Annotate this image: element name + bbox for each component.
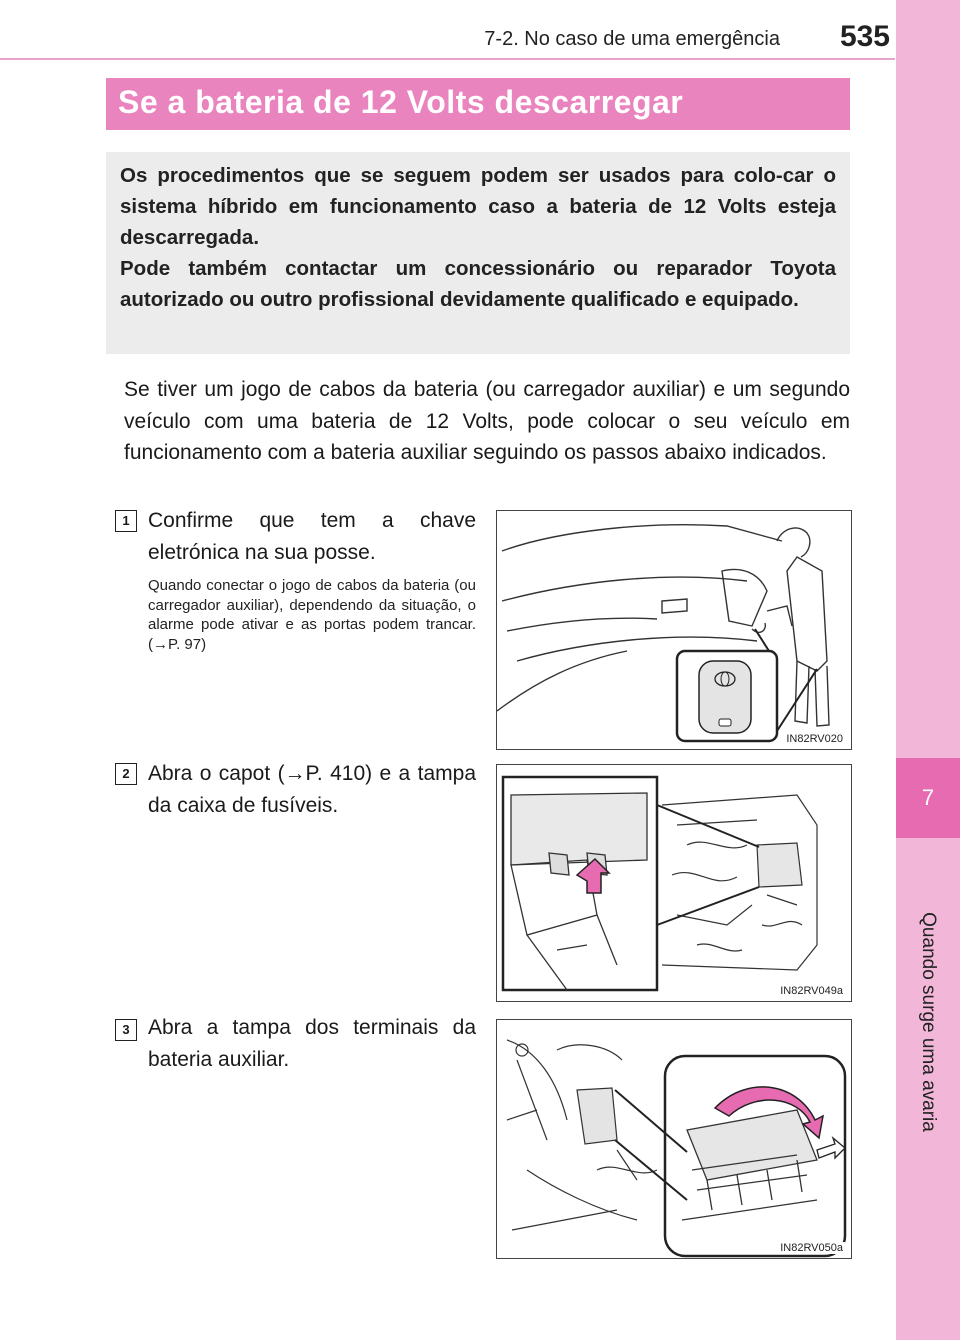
page-number: 535 bbox=[839, 20, 890, 53]
section-title-bar bbox=[106, 78, 850, 130]
figure-fuse-box bbox=[496, 764, 852, 1002]
step-1-note: Quando conectar o jogo de cabos da bateria (ou carregador auxiliar), dependendo da situação, o alarme pode ativar e as portas podem trancar. (→P. 97) bbox=[148, 577, 476, 653]
step-3-number: 3 bbox=[115, 1019, 137, 1041]
figure-code: IN82RV020 bbox=[786, 733, 843, 745]
intro-paragraph-1: Os procedimentos que se seguem podem ser usados para colo-car o sistema híbrido em funcionamento caso a bateria de 12 Volts esteja descarregada. bbox=[120, 164, 836, 249]
header-section-title: 7-2. No caso de uma emergência bbox=[484, 28, 780, 50]
figure-terminal-cover bbox=[496, 1019, 852, 1259]
body-paragraph: Se tiver um jogo de cabos da bateria (ou carregador auxiliar) e um segundo veículo com uma bateria de 12 Volts, pode colocar o seu veículo em funcionamento com a bateria auxiliar seguindo os passos abaixo indicados. bbox=[124, 378, 850, 464]
step-3-text: Abra a tampa dos terminais da bateria auxiliar. bbox=[148, 1016, 476, 1071]
figure-code: IN82RV050a bbox=[780, 1242, 843, 1254]
figure-electronic-key bbox=[496, 510, 852, 750]
step-1-number: 1 bbox=[115, 510, 137, 532]
chapter-side-tab bbox=[896, 0, 960, 1340]
car-door-key-illustration bbox=[497, 511, 851, 749]
intro-paragraph-2: Pode também contactar um concessionário ou reparador Toyota autorizado ou outro profissional devidamente qualificado e equipado. bbox=[120, 257, 836, 311]
figure-code: IN82RV049a bbox=[780, 985, 843, 997]
section-title: Se a bateria de 12 Volts descarregar bbox=[118, 84, 684, 120]
step-2-text: Abra o capot (→P. 410) e a tampa da caixa de fusíveis. bbox=[148, 762, 476, 817]
chapter-number: 7 bbox=[896, 758, 960, 838]
header-rule bbox=[0, 58, 895, 60]
step-2-number: 2 bbox=[115, 763, 137, 785]
engine-bay-fuse-box-illustration bbox=[497, 765, 851, 1001]
terminal-cover-illustration bbox=[497, 1020, 851, 1258]
intro-box bbox=[106, 152, 850, 354]
step-1-text: Confirme que tem a chave eletrónica na sua posse. bbox=[148, 509, 476, 564]
chapter-title: Quando surge uma avaria bbox=[918, 912, 939, 1132]
